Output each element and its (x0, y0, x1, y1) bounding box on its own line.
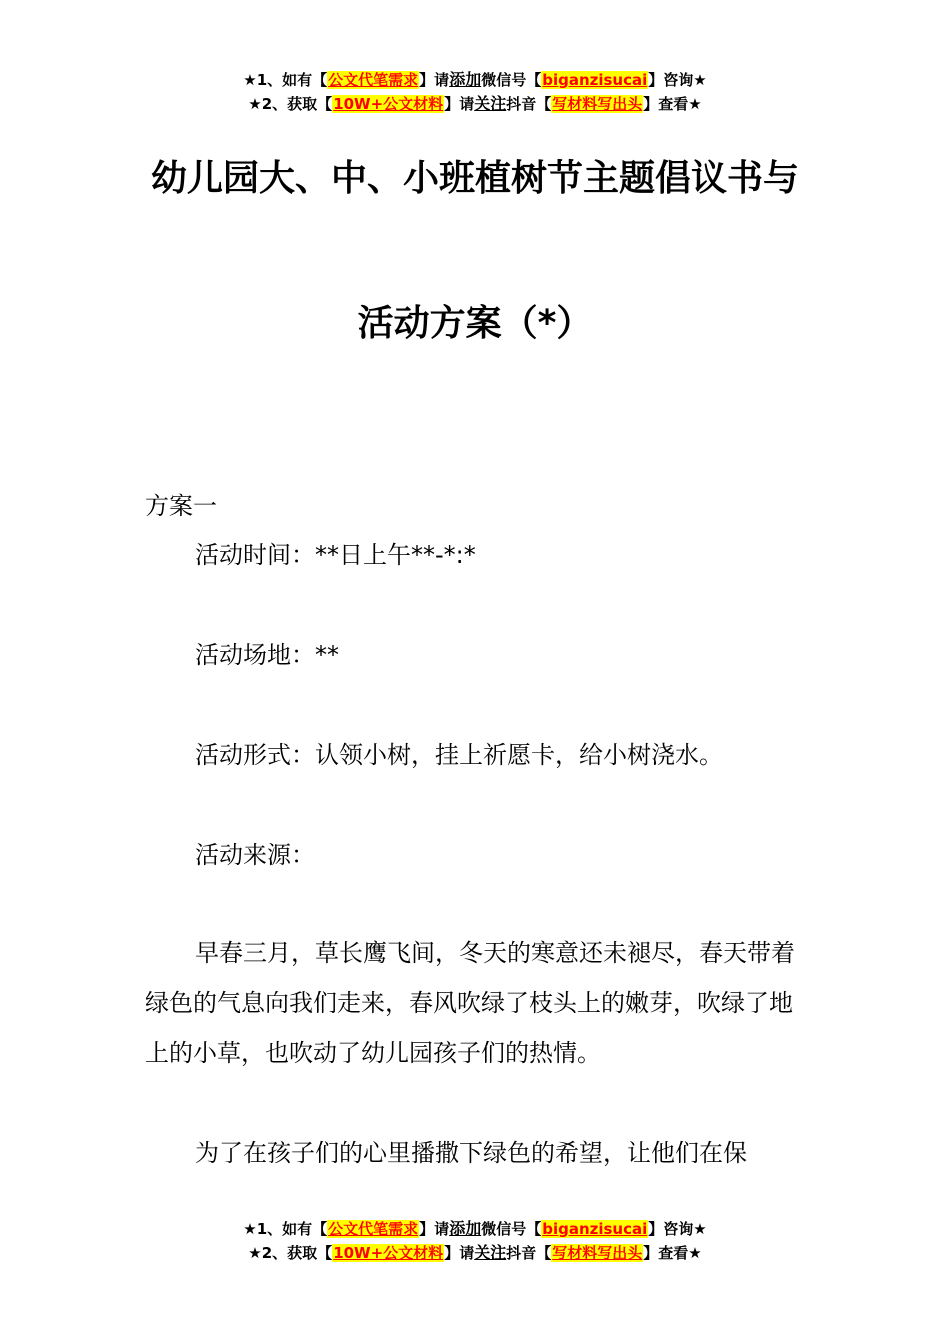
activity-time: 活动时间：**日上午**-*:* (195, 541, 476, 569)
banner-line1-middle2: 微信号【 (481, 71, 542, 89)
footer-line1-highlight-wechat: biganzisucai (542, 1220, 648, 1238)
body-paragraph-1: 早春三月，草长鹰飞间，冬天的寒意还未褪尽，春天带着绿色的气息向我们走来，春风吹绿了枝头上的嫩芽，吹绿了地上的小草，也吹动了幼儿园孩子们的热情。 (145, 939, 795, 1067)
body-paragraph-2: 为了在孩子们的心里播撒下绿色的希望，让他们在保 (195, 1139, 747, 1167)
footer-line2-highlight-materials: 10W+公文材料 (333, 1244, 444, 1262)
footer-line1-middle2: 微信号【 (481, 1220, 542, 1238)
footer-line-2 (0, 1241, 950, 1265)
banner-line2-middle1: 】请 (444, 95, 475, 113)
document-title-line-2: 活动方案（*） (357, 303, 593, 344)
document-title-line-1: 幼儿园大、中、小班植树节主题倡议书与 (150, 158, 799, 199)
banner-line2-highlight-douyin: 写材料写出头 (552, 95, 643, 113)
footer-line2-emph: 关注 (474, 1243, 507, 1262)
banner-line1-suffix: 】咨询★ (648, 71, 707, 89)
footer-line2-prefix: ★2、获取【 (248, 1244, 333, 1262)
footer-line1-prefix: ★1、如有【 (243, 1220, 328, 1238)
header-banner (0, 68, 950, 116)
footer-line-1 (0, 1217, 950, 1241)
section-heading: 方案一 (145, 492, 217, 520)
banner-line1-middle1: 】请 (419, 71, 450, 89)
banner-line2-prefix: ★2、获取【 (248, 95, 333, 113)
activity-form: 活动形式：认领小树，挂上祈愿卡，给小树浇水。 (195, 741, 723, 769)
footer-line1-emph: 添加 (449, 1219, 482, 1238)
footer-line2-middle1: 】请 (444, 1244, 475, 1262)
footer-line1-highlight-service: 公文代笔需求 (328, 1220, 419, 1238)
banner-line1-highlight-service: 公文代笔需求 (328, 71, 419, 89)
banner-line-1 (0, 68, 950, 92)
banner-line2-emph: 关注 (474, 94, 507, 113)
banner-line2-highlight-materials: 10W+公文材料 (333, 95, 444, 113)
banner-line1-emph: 添加 (449, 70, 482, 89)
banner-line1-prefix: ★1、如有【 (243, 71, 328, 89)
banner-line2-middle2: 抖音【 (506, 95, 552, 113)
footer-line2-highlight-douyin: 写材料写出头 (552, 1244, 643, 1262)
footer-line1-middle1: 】请 (419, 1220, 450, 1238)
footer-banner (0, 1217, 950, 1265)
footer-line2-middle2: 抖音【 (506, 1244, 552, 1262)
footer-line2-suffix: 】查看★ (643, 1244, 702, 1262)
footer-line1-suffix: 】咨询★ (648, 1220, 707, 1238)
banner-line1-highlight-wechat: biganzisucai (542, 71, 648, 89)
activity-venue: 活动场地：** (195, 641, 339, 669)
banner-line2-suffix: 】查看★ (643, 95, 702, 113)
activity-source: 活动来源： (195, 841, 315, 869)
banner-line-2 (0, 92, 950, 116)
